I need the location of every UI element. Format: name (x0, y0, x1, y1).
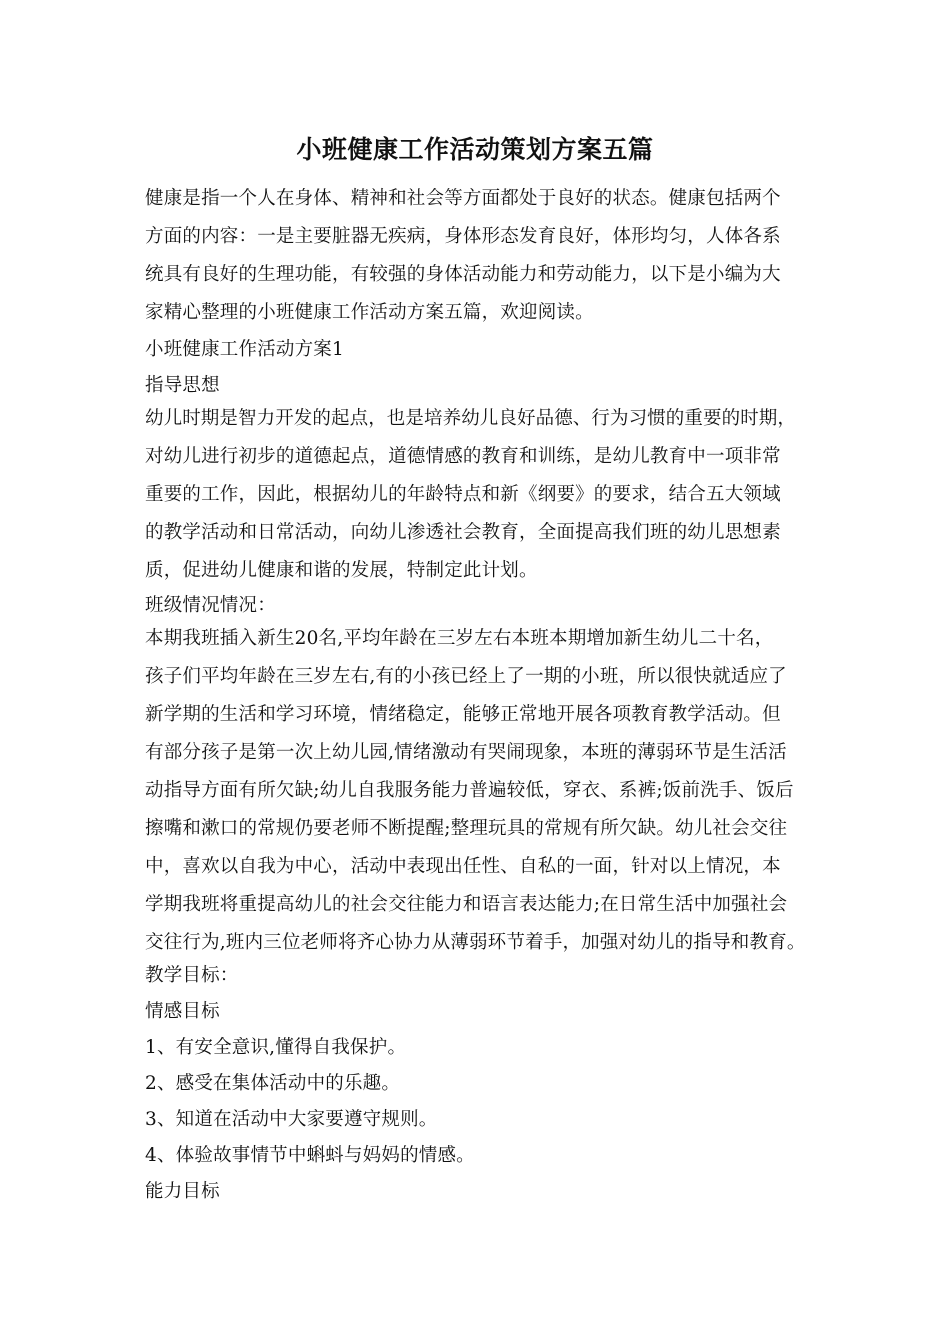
section1-heading: 小班健康工作活动方案1 (145, 339, 344, 360)
intro-line: 统具有良好的生理功能，有较强的身体活动能力和劳动能力，以下是小编为大 (145, 264, 781, 285)
guiding-line: 质，促进幼儿健康和谐的发展，特制定此计划。 (145, 560, 538, 581)
class-line: 孩子们平均年龄在三岁左右,有的小孩已经上了一期的小班，所以很快就适应了 (145, 666, 787, 687)
list-item: 3、知道在活动中大家要遵守规则。 (145, 1109, 438, 1130)
guiding-line: 的教学活动和日常活动，向幼儿渗透社会教育，全面提高我们班的幼儿思想素 (145, 522, 781, 543)
document-body (145, 184, 813, 1210)
guiding-line: 幼儿时期是智力开发的起点，也是培养幼儿良好品德、行为习惯的重要的时期， (145, 408, 797, 429)
class-line: 动指导方面有所欠缺;幼儿自我服务能力普遍较低，穿衣、系裤;饭前洗手、饭后 (145, 780, 794, 801)
intro-line: 方面的内容：一是主要脏器无疾病，身体形态发育良好，体形均匀，人体各系 (145, 226, 781, 247)
guiding-heading: 指导思想 (145, 375, 220, 396)
class-heading: 班级情况情况： (145, 595, 276, 616)
list-item: 1、有安全意识,懂得自我保护。 (145, 1037, 407, 1058)
class-line: 学期我班将重提高幼儿的社会交往能力和语言表达能力;在日常生活中加强社会 (145, 894, 788, 915)
class-line: 有部分孩子是第一次上幼儿园,情绪激动有哭闹现象，本班的薄弱环节是生活活 (145, 742, 787, 763)
list-item: 2、感受在集体活动中的乐趣。 (145, 1073, 401, 1094)
ability-heading: 能力目标 (145, 1181, 220, 1202)
guiding-line: 重要的工作，因此，根据幼儿的年龄特点和新《纲要》的要求，结合五大领域 (145, 484, 781, 505)
class-line: 擦嘴和漱口的常规仍要老师不断提醒;整理玩具的常规有所欠缺。幼儿社会交往 (145, 818, 788, 839)
guiding-paragraph (145, 404, 813, 586)
guiding-line: 对幼儿进行初步的道德起点，道德情感的教育和训练，是幼儿教育中一项非常 (145, 446, 781, 467)
class-line: 交往行为,班内三位老师将齐心协力从薄弱环节着手，加强对幼儿的指导和教育。 (145, 932, 806, 953)
intro-paragraph (145, 184, 813, 328)
class-line: 中，喜欢以自我为中心，活动中表现出任性、自私的一面，针对以上情况，本 (145, 856, 781, 877)
intro-line: 家精心整理的小班健康工作活动方案五篇，欢迎阅读。 (145, 302, 594, 323)
emotion-list (145, 1030, 813, 1174)
class-line: 新学期的生活和学习环境，情绪稳定，能够正常地开展各项教育教学活动。但 (145, 704, 781, 725)
document-title: 小班健康工作活动策划方案五篇 (296, 135, 654, 164)
intro-line: 健康是指一个人在身体、精神和社会等方面都处于良好的状态。健康包括两个 (145, 188, 781, 209)
goals-heading: 教学目标： (145, 965, 239, 986)
class-line: 本期我班插入新生20名,平均年龄在三岁左右本班本期增加新生幼儿二十名， (145, 628, 774, 649)
class-paragraph (145, 624, 813, 958)
emotion-heading: 情感目标 (145, 1001, 220, 1022)
list-item: 4、体验故事情节中蝌蚪与妈妈的情感。 (145, 1145, 475, 1166)
